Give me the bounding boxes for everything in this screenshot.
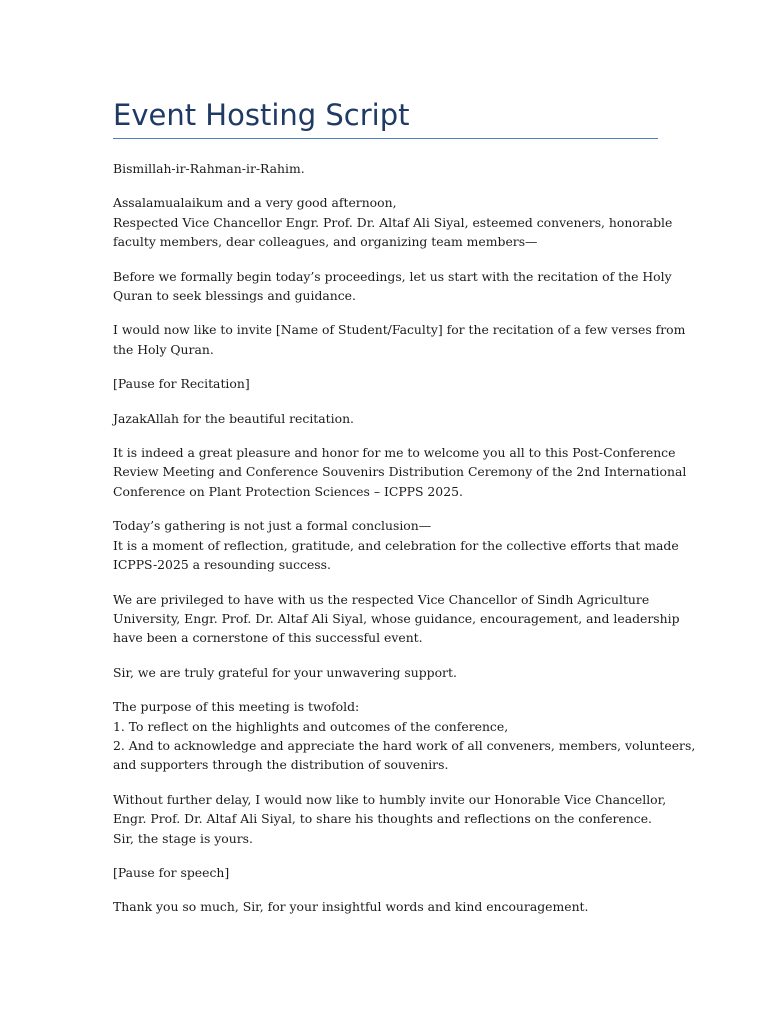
paragraph-line: [Pause for speech] (113, 864, 230, 880)
paragraph-line: Sir, the stage is yours. (113, 830, 253, 846)
paragraph-line: Quran to seek blessings and guidance. (113, 288, 356, 304)
paragraph (113, 267, 672, 306)
paragraph-line: It is indeed a great pleasure and honor for me to welcome you all to this Post-Conference (113, 445, 676, 461)
paragraph (113, 790, 667, 848)
paragraph-line: Today’s gathering is not just a formal conclusion— (113, 518, 432, 534)
document-body (113, 159, 696, 917)
paragraph-line: Engr. Prof. Dr. Altaf Ali Siyal, to share his thoughts and reflections on the conference. (113, 811, 652, 827)
paragraph-line: University, Engr. Prof. Dr. Altaf Ali Siyal, whose guidance, encouragement, and leadership (113, 610, 680, 626)
paragraph-line: Assalamualaikum and a very good afternoon, (113, 195, 397, 211)
paragraph (113, 193, 673, 251)
paragraph-line: JazakAllah for the beautiful recitation. (113, 410, 354, 426)
paragraph-line: I would now like to invite [Name of Student/Faculty] for the recitation of a few verses from (113, 322, 686, 338)
paragraph-line: Without further delay, I would now like to humbly invite our Honorable Vice Chancellor, (113, 791, 667, 807)
paragraph-line: 2. And to acknowledge and appreciate the hard work of all conveners, members, volunteers, (113, 737, 696, 753)
paragraph-line: The purpose of this meeting is twofold: (113, 699, 360, 715)
paragraph (113, 863, 658, 882)
paragraph-line: Bismillah-ir-Rahman-ir-Rahim. (113, 161, 305, 176)
paragraph-line: Review Meeting and Conference Souvenirs Distribution Ceremony of the 2nd International (113, 464, 687, 480)
paragraph (113, 516, 679, 574)
paragraph-line: Respected Vice Chancellor Engr. Prof. Dr. Altaf Ali Siyal, esteemed conveners, honorable (113, 214, 673, 230)
paragraph-line: Conference on Plant Protection Sciences – ICPPS 2025. (113, 483, 463, 499)
paragraph-line: faculty members, dear colleagues, and organizing team members— (113, 234, 538, 250)
document-content (113, 96, 696, 932)
paragraph (113, 590, 680, 648)
paragraph (113, 897, 658, 916)
paragraph-line: Sir, we are truly grateful for your unwavering support. (113, 664, 457, 680)
paragraph (113, 409, 658, 428)
paragraph-line: Thank you so much, Sir, for your insightful words and kind encouragement. (113, 899, 589, 915)
paragraph (113, 320, 686, 359)
paragraph-line: 1. To reflect on the highlights and outcomes of the conference, (113, 718, 509, 734)
paragraph (113, 443, 687, 501)
paragraph (113, 159, 658, 178)
paragraph-line: Before we formally begin today’s proceedings, let us start with the recitation of the Holy (113, 268, 672, 284)
paragraph-line: [Pause for Recitation] (113, 376, 250, 392)
paragraph-line: the Holy Quran. (113, 341, 214, 357)
paragraph (113, 374, 658, 393)
paragraph (113, 697, 696, 775)
paragraph (113, 663, 658, 682)
document-title: Event Hosting Script (113, 96, 658, 139)
paragraph-line: It is a moment of reflection, gratitude, and celebration for the collective efforts that made (113, 537, 679, 553)
paragraph-line: have been a cornerstone of this successful event. (113, 630, 423, 646)
paragraph-line: We are privileged to have with us the respected Vice Chancellor of Sindh Agriculture (113, 591, 650, 607)
paragraph-line: ICPPS-2025 a resounding success. (113, 557, 331, 573)
paragraph-line: and supporters through the distribution of souvenirs. (113, 757, 449, 773)
